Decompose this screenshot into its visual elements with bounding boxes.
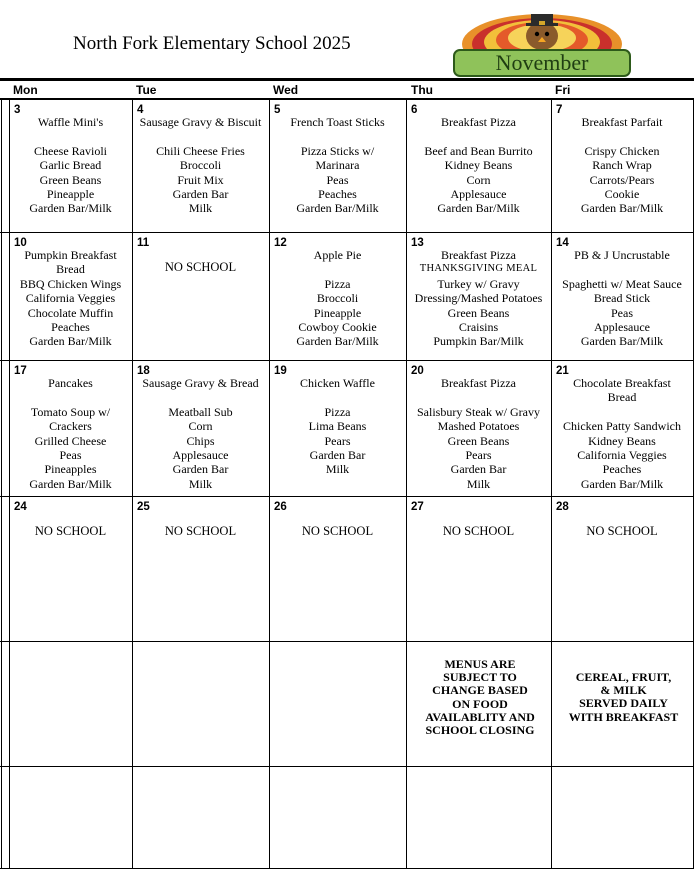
day-number: 19 [274, 365, 287, 377]
menu-item: Pineapples [44, 462, 97, 477]
menu-item: Garden Bar/Milk [296, 201, 379, 216]
day-number: 20 [411, 365, 424, 377]
day-header-thu: Thu [411, 83, 433, 97]
day-cell [551, 99, 693, 232]
menu-item: Grilled Cheese [34, 433, 107, 448]
menu-item: Bread [607, 390, 637, 405]
menu-item: Marinara [315, 158, 360, 173]
day-header-wed: Wed [273, 83, 299, 97]
menu-item: Garden Bar [172, 462, 229, 477]
menu-item: Broccoli [316, 291, 359, 306]
menu-item: Garden Bar/Milk [29, 201, 112, 216]
menu-item [553, 262, 691, 276]
menu-item: Turkey w/ Gravy [437, 276, 520, 291]
day-number: 27 [411, 501, 424, 513]
menu-item: Garden Bar [309, 448, 366, 463]
menu-items [11, 524, 130, 538]
day-cell [551, 360, 693, 496]
menu-item: Garden Bar/Milk [437, 201, 520, 216]
menu-items [408, 248, 549, 349]
breakfast-item: Chicken Waffle [300, 376, 375, 390]
menu-item: BBQ Chicken Wings [19, 276, 122, 291]
menu-item: Cheese Ravioli [34, 143, 107, 158]
breakfast-item: Breakfast Pizza [441, 115, 516, 129]
banner-month-label: November [495, 50, 589, 75]
menu-items [553, 376, 691, 491]
menu-item: Milk [325, 462, 350, 477]
menu-item: Garden Bar/Milk [580, 334, 664, 349]
breakfast-item: Waffle Mini's [37, 115, 104, 129]
menu-items [11, 376, 130, 491]
menu-item: Peas [59, 448, 82, 463]
menu-item: Milk [188, 201, 213, 216]
day-cell [406, 232, 551, 360]
menu-items [271, 524, 404, 538]
day-cell [406, 99, 551, 232]
grid-line [0, 868, 694, 869]
day-number: 21 [556, 365, 569, 377]
day-cell [551, 496, 693, 641]
menu-item [134, 129, 267, 143]
menu-items [271, 115, 404, 216]
breakfast-item: Apple Pie [313, 248, 362, 262]
menu-item: Ranch Wrap [592, 158, 652, 173]
day-cell [132, 496, 269, 641]
day-cell [132, 99, 269, 232]
menu-items [408, 115, 549, 216]
menu-item: Peas [611, 305, 633, 320]
menu-items [134, 260, 267, 274]
menu-item: Chili Cheese Fries [156, 143, 245, 158]
menu-item [271, 129, 404, 143]
no-school-label: NO SCHOOL [164, 524, 237, 538]
menu-item: Peaches [602, 462, 642, 477]
day-header-mon: Mon [13, 83, 38, 97]
menu-items [134, 376, 267, 491]
day-cell [132, 360, 269, 496]
day-number: 4 [137, 104, 144, 116]
menu-item: Chips [186, 433, 215, 448]
menu-item: Beef and Bean Burrito [424, 143, 533, 158]
menu-item: Garden Bar/Milk [29, 334, 112, 349]
menu-item: Lima Beans [308, 419, 367, 434]
menu-items [408, 376, 549, 491]
day-cell [551, 232, 693, 360]
menu-item: Bread [56, 262, 85, 277]
day-number: 17 [14, 365, 27, 377]
day-cell [406, 496, 551, 641]
day-number: 5 [274, 104, 281, 116]
menu-item: Applesauce [594, 320, 650, 335]
november-turkey-banner [446, 12, 638, 80]
weekday-header-row [0, 78, 694, 100]
breakfast-item: Chocolate Breakfast [573, 376, 671, 390]
menu-item: Meatball Sub [168, 404, 233, 419]
breakfast-item: French Toast Sticks [290, 115, 385, 129]
day-cell [406, 360, 551, 496]
menu-item: Craisins [458, 320, 499, 335]
no-school-label: NO SCHOOL [34, 524, 107, 538]
day-number: 26 [274, 501, 287, 513]
menu-item: Garden Bar/Milk [580, 476, 664, 491]
day-cell [9, 99, 132, 232]
menu-item: Milk [466, 476, 491, 491]
day-cell [269, 99, 406, 232]
menu-items [408, 524, 549, 538]
menu-item: Cowboy Cookie [298, 320, 377, 335]
breakfast-item: Pancakes [48, 376, 93, 390]
menu-item: Corn [466, 172, 491, 187]
menu-item: Garden Bar [450, 462, 507, 477]
menu-item: Carrots/Pears [589, 172, 655, 187]
menu-items [271, 376, 404, 477]
menu-item: Cookie [604, 187, 640, 202]
menu-item [134, 390, 267, 404]
menu-item: Applesauce [172, 448, 229, 463]
menu-items [271, 248, 404, 349]
day-cell [269, 232, 406, 360]
menu-item: Crackers [49, 419, 92, 434]
breakfast-item: PB & J Uncrustable [574, 248, 670, 262]
grid-line [0, 641, 694, 642]
menu-item: Applesauce [450, 187, 507, 202]
menu-item: Green Beans [447, 433, 510, 448]
menu-item [271, 262, 404, 276]
menu-item: Crispy Chicken [584, 143, 660, 158]
menu-item: Dressing/Mashed Potatoes [414, 291, 543, 306]
menu-item: Broccoli [179, 158, 222, 173]
menu-item: California Veggies [25, 291, 116, 306]
day-number: 11 [137, 237, 150, 249]
day-header-fri: Fri [555, 83, 571, 97]
menu-item: Peaches [51, 320, 90, 335]
menu-item: Pears [465, 448, 492, 463]
menu-item: Peas [326, 172, 349, 187]
menu-items [553, 524, 691, 538]
menu-change-note: MENUS ARE SUBJECT TO CHANGE BASED ON FOOD AVAILABLITY AND SCHOOL CLOSING [425, 657, 535, 738]
day-cell [9, 232, 132, 360]
day-cell [269, 360, 406, 496]
breakfast-note: CEREAL, FRUIT, & MILK SERVED DAILY WITH BREAKFAST [568, 670, 679, 724]
menu-item: Kidney Beans [444, 158, 513, 173]
menu-item [11, 390, 130, 404]
day-number: 10 [14, 237, 27, 249]
day-number: 6 [411, 104, 418, 116]
menu-item: Pizza [324, 404, 351, 419]
day-number: 13 [411, 237, 424, 249]
menu-item: Garlic Bread [39, 158, 102, 173]
no-school-label: NO SCHOOL [301, 524, 374, 538]
menu-item: Bread Stick [593, 291, 651, 306]
breakfast-item: Sausage Gravy & Bread [142, 376, 259, 390]
menu-item: Garden Bar/Milk [29, 476, 112, 491]
grid-line [1, 99, 2, 869]
menu-items [11, 115, 130, 216]
breakfast-item: Sausage Gravy & Biscuit [139, 115, 262, 129]
menu-item: Mashed Potatoes [437, 419, 520, 434]
menu-item: Salisbury Steak w/ Gravy [417, 404, 540, 419]
menu-item: THANKSGIVING MEAL [419, 263, 538, 275]
menu-item: Chocolate Muffin [27, 305, 114, 320]
page-title: North Fork Elementary School 2025 [73, 33, 351, 54]
no-school-label: NO SCHOOL [442, 524, 515, 538]
day-number: 12 [274, 237, 287, 249]
menu-items [134, 524, 267, 538]
menu-item: Pizza [324, 276, 351, 291]
menu-item: Chicken Patty Sandwich [563, 419, 681, 434]
breakfast-item: Pumpkin Breakfast [24, 248, 117, 262]
menu-item [553, 405, 691, 419]
menu-item: Pineapple [313, 305, 362, 320]
day-cell [132, 232, 269, 360]
day-number: 24 [14, 501, 27, 513]
day-number: 7 [556, 104, 563, 116]
menu-items [134, 115, 267, 216]
menu-items [553, 248, 691, 349]
day-header-tue: Tue [136, 83, 157, 97]
menu-items [11, 248, 130, 349]
calendar-grid [0, 99, 694, 869]
menu-items [553, 115, 691, 216]
menu-item: Garden Bar/Milk [296, 334, 379, 349]
menu-item [408, 390, 549, 404]
no-school-label: NO SCHOOL [164, 260, 237, 274]
menu-item: Garden Bar/Milk [580, 201, 664, 216]
no-school-label: NO SCHOOL [586, 524, 658, 538]
menu-item: Peaches [318, 187, 357, 202]
day-number: 28 [556, 501, 569, 513]
day-number: 3 [14, 104, 21, 116]
menu-item: Green Beans [39, 172, 102, 187]
menu-item [408, 129, 549, 143]
day-cell [9, 496, 132, 641]
menu-item: Pears [324, 433, 351, 448]
menu-item: Kidney Beans [588, 433, 656, 448]
menu-item [11, 129, 130, 143]
menu-item: Pumpkin Bar/Milk [433, 334, 524, 349]
menu-item: Tomato Soup w/ [30, 404, 111, 419]
menu-item: California Veggies [577, 448, 667, 463]
menu-item: Spaghetti w/ Meat Sauce [562, 276, 682, 291]
menu-item [553, 129, 691, 143]
menu-item: Corn [188, 419, 213, 434]
menu-item: Pizza Sticks w/ [300, 143, 375, 158]
menu-item: Green Beans [447, 305, 510, 320]
menu-item [271, 390, 404, 404]
breakfast-item: Breakfast Pizza [441, 248, 516, 262]
day-cell [9, 360, 132, 496]
day-number: 18 [137, 365, 150, 377]
breakfast-item: Breakfast Pizza [441, 376, 516, 390]
menu-item: Fruit Mix [177, 172, 224, 187]
menu-item: Garden Bar [172, 187, 229, 202]
day-number: 14 [556, 237, 569, 249]
menu-item: Milk [188, 476, 213, 491]
grid-line [0, 766, 694, 767]
day-number: 25 [137, 501, 150, 513]
day-cell [269, 496, 406, 641]
breakfast-item: Breakfast Parfait [581, 115, 663, 129]
menu-item: Pineapple [46, 187, 95, 202]
